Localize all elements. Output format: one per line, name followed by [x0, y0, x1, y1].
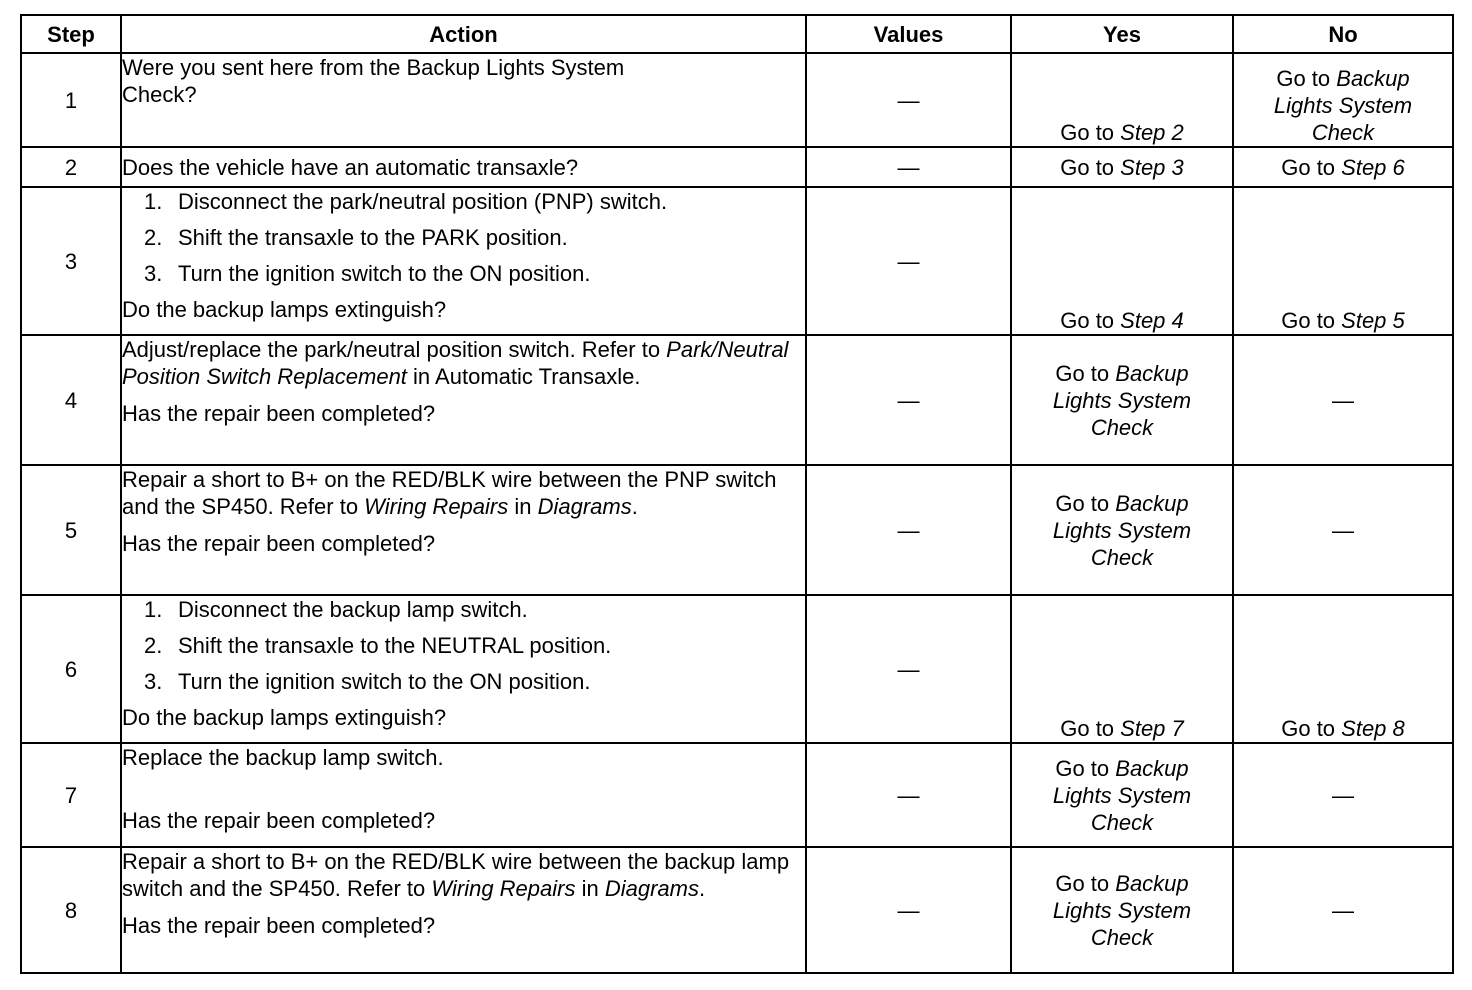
header-row: [21, 15, 1453, 53]
table-row: [21, 847, 1453, 973]
yes-prefix: Go to: [1060, 716, 1121, 741]
action-cell: [121, 147, 806, 187]
action-text: Repair a short to B+ on the RED/BLK wire between the PNP switch and the SP450. Refer to Wiring Repairs in Diagrams.: [122, 467, 777, 519]
dash: —: [1332, 387, 1354, 413]
header-step: Step: [21, 15, 121, 53]
step-number: 1: [21, 53, 121, 147]
step-number: 8: [21, 847, 121, 973]
action-question: Has the repair been completed?: [122, 913, 436, 938]
dash: —: [897, 897, 920, 923]
yes-link[interactable]: Backup Lights System Check: [1052, 870, 1192, 950]
yes-prefix: Go to: [1060, 154, 1121, 180]
step-number: 6: [21, 595, 121, 743]
action-text: Adjust/replace the park/neutral position switch. Refer to Park/Neutral Position Switch Replacement in Automatic Transaxle.: [122, 337, 789, 389]
list-item: 2. Shift the transaxle to the NEUTRAL position.: [144, 633, 612, 658]
table-row: [21, 595, 1453, 743]
no-link[interactable]: Backup Lights System Check: [1273, 66, 1413, 145]
yes-prefix: Go to: [1060, 120, 1121, 145]
action-question: Has the repair been completed?: [122, 401, 436, 426]
list-item: 1. Disconnect the backup lamp switch.: [144, 597, 528, 622]
diagnostic-table: [20, 14, 1454, 974]
action-reference[interactable]: Wiring Repairs: [431, 876, 576, 901]
action-question: Do the backup lamps extinguish?: [122, 705, 447, 730]
header-yes: Yes: [1011, 15, 1233, 53]
header-values: Values: [806, 15, 1011, 53]
yes-link[interactable]: Backup Lights System Check: [1052, 490, 1192, 570]
no-cell: [1233, 847, 1453, 973]
no-cell: [1233, 595, 1453, 743]
action-text: Does the vehicle have an automatic transaxle?: [122, 154, 579, 180]
yes-link[interactable]: Step 3: [1120, 154, 1184, 180]
header-no: No: [1233, 15, 1453, 53]
yes-link[interactable]: Step 2: [1120, 120, 1184, 145]
table-row: [21, 147, 1453, 187]
no-cell: [1233, 743, 1453, 847]
yes-cell: [1011, 53, 1233, 147]
no-cell: [1233, 465, 1453, 595]
action-steps: [122, 188, 805, 287]
step-number: 5: [21, 465, 121, 595]
no-prefix: Go to: [1281, 716, 1342, 741]
action-cell: [121, 335, 806, 465]
action-reference-2[interactable]: Diagrams: [537, 494, 632, 519]
dash: —: [897, 656, 920, 682]
no-cell: [1233, 335, 1453, 465]
action-question: Do the backup lamps extinguish?: [122, 297, 447, 322]
list-item: 2. Shift the transaxle to the PARK position.: [144, 225, 568, 250]
yes-cell: [1011, 743, 1233, 847]
values-cell: [806, 743, 1011, 847]
yes-prefix: Go to: [1055, 755, 1116, 781]
dash: —: [897, 87, 920, 113]
list-item: 1. Disconnect the park/neutral position (PNP) switch.: [144, 189, 668, 214]
yes-prefix: Go to: [1055, 490, 1116, 516]
yes-prefix: Go to: [1055, 870, 1116, 896]
dash: —: [897, 387, 920, 413]
no-prefix: Go to: [1281, 308, 1342, 333]
values-cell: [806, 465, 1011, 595]
step-number: 7: [21, 743, 121, 847]
no-prefix: Go to: [1276, 66, 1337, 91]
yes-cell: [1011, 147, 1233, 187]
values-cell: [806, 53, 1011, 147]
dash: —: [897, 248, 920, 274]
yes-link[interactable]: Step 7: [1120, 716, 1184, 741]
action-cell: [121, 847, 806, 973]
action-cell: [121, 53, 806, 147]
no-link[interactable]: Step 5: [1341, 308, 1405, 333]
no-prefix: Go to: [1281, 154, 1342, 180]
table-row: [21, 187, 1453, 335]
dash: —: [897, 154, 920, 180]
no-link[interactable]: Step 8: [1341, 716, 1405, 741]
action-reference-2[interactable]: Diagrams: [604, 876, 699, 901]
yes-cell: [1011, 335, 1233, 465]
yes-cell: [1011, 187, 1233, 335]
table-row: [21, 53, 1453, 147]
step-number: 3: [21, 187, 121, 335]
dash: —: [897, 517, 920, 543]
action-cell: [121, 187, 806, 335]
no-cell: [1233, 53, 1453, 147]
action-question: Has the repair been completed?: [122, 531, 436, 556]
yes-link[interactable]: Step 4: [1120, 308, 1184, 333]
values-cell: [806, 847, 1011, 973]
values-cell: [806, 187, 1011, 335]
yes-link[interactable]: Backup Lights System Check: [1052, 755, 1192, 835]
step-number: 2: [21, 147, 121, 187]
action-reference[interactable]: Park/Neutral Position Switch Replacement: [122, 337, 789, 389]
yes-cell: [1011, 595, 1233, 743]
no-cell: [1233, 187, 1453, 335]
table-row: [21, 465, 1453, 595]
action-cell: [121, 465, 806, 595]
action-cell: [121, 743, 806, 847]
action-text: Replace the backup lamp switch.: [122, 745, 444, 770]
values-cell: [806, 595, 1011, 743]
no-link[interactable]: Step 6: [1341, 154, 1405, 180]
list-item: 3. Turn the ignition switch to the ON position.: [144, 669, 591, 694]
table-row: [21, 743, 1453, 847]
action-text: Repair a short to B+ on the RED/BLK wire between the backup lamp switch and the SP450. Refer to Wiring Repairs in Diagrams.: [122, 849, 790, 901]
dash: —: [1332, 897, 1354, 923]
no-cell: [1233, 147, 1453, 187]
yes-cell: [1011, 847, 1233, 973]
yes-link[interactable]: Backup Lights System Check: [1052, 360, 1192, 440]
step-number: 4: [21, 335, 121, 465]
header-action: Action: [121, 15, 806, 53]
action-cell: [121, 595, 806, 743]
values-cell: [806, 335, 1011, 465]
dash: —: [1332, 517, 1354, 543]
yes-cell: [1011, 465, 1233, 595]
dash: —: [897, 782, 920, 808]
yes-prefix: Go to: [1060, 308, 1121, 333]
yes-prefix: Go to: [1055, 360, 1116, 386]
dash: —: [1332, 782, 1354, 808]
action-text: Were you sent here from the Backup Lights System Check?: [122, 55, 625, 107]
list-item: 3. Turn the ignition switch to the ON position.: [144, 261, 591, 286]
values-cell: [806, 147, 1011, 187]
action-steps: [122, 596, 805, 695]
action-question: Has the repair been completed?: [122, 808, 436, 833]
action-reference[interactable]: Wiring Repairs: [364, 494, 509, 519]
table-row: [21, 335, 1453, 465]
